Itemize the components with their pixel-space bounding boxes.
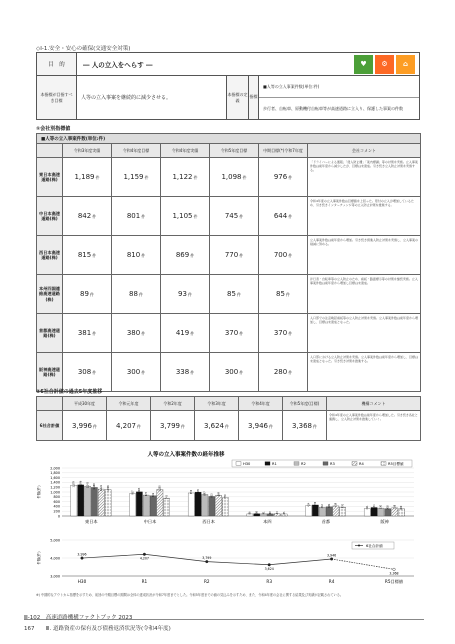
page-ref: Ⅲ-102 xyxy=(24,615,41,621)
legend-label: R3 xyxy=(330,461,335,466)
company-indicator-table xyxy=(36,133,421,392)
total-number: 3,799 xyxy=(159,421,181,430)
unit-label: 件 xyxy=(141,214,146,219)
unit-label: 件 xyxy=(239,214,244,219)
unit-label: 件 xyxy=(288,331,293,336)
point-data-label: 3,368 xyxy=(389,571,399,576)
legend-swatch xyxy=(265,462,270,466)
indicator-value xyxy=(161,236,210,275)
value-number: 370 xyxy=(224,329,239,337)
goal-label: 目 的 xyxy=(37,53,77,75)
target-label: 本指標が目指すべき目標 xyxy=(37,76,77,119)
y-tick-label: 1,800 xyxy=(50,471,60,476)
bar-data-label: 338 xyxy=(393,504,397,509)
value-number: 815 xyxy=(77,251,92,259)
unit-label: 件 xyxy=(89,292,94,297)
value-number: 380 xyxy=(126,329,141,337)
unit-label: 件 xyxy=(239,253,244,258)
company-comment: 令和4年度の立入事案件数は目標値を上回った。原付の立入が増加しているため、引き続きインターチェンジ等の立入防止対策を推進する。 xyxy=(308,197,421,236)
y-tick-label: 1,200 xyxy=(50,485,60,490)
bar-data-label: 424 xyxy=(307,502,311,507)
indicator-value xyxy=(112,197,161,236)
point-data-label: 3,996 xyxy=(77,552,87,557)
value-number: 842 xyxy=(77,212,92,220)
legend-label: R5目標値 xyxy=(388,461,404,466)
total-value xyxy=(63,411,107,441)
bar-data-label: 98 xyxy=(255,511,259,515)
indicator-value xyxy=(63,353,112,392)
bar-data-label: 381 xyxy=(327,503,331,508)
value-number: 300 xyxy=(126,368,141,376)
y-tick-label: 600 xyxy=(53,499,60,504)
sdg-cities-icon: ⌂ xyxy=(396,55,415,74)
x-tick-label: R2 xyxy=(204,579,210,584)
indicator-value xyxy=(63,236,112,275)
bar xyxy=(216,495,222,516)
bar-data-label: 959 xyxy=(190,489,194,495)
indicator-value xyxy=(259,314,308,353)
bar-data-label: 459 xyxy=(314,501,318,507)
unit-label: 件 xyxy=(313,423,318,429)
table1-header: 令和3年度実績 xyxy=(63,144,112,158)
indicator-value xyxy=(112,353,161,392)
y-axis-label: 件数(件) xyxy=(37,485,41,499)
bar-data-label: 1,005 xyxy=(138,487,142,495)
bar-data-label: 1,189 xyxy=(93,483,97,490)
definition-line-2: 歩行者、自転車、原動機付自転車等が高速道路に立入り、保護した事案の件数 xyxy=(263,105,403,111)
y-tick-label: 1,600 xyxy=(50,475,60,480)
x-tick-label: R1 xyxy=(141,579,148,584)
indicator-value xyxy=(112,314,161,353)
footer-row-1 xyxy=(24,613,424,621)
x-tick-label: 中日本 xyxy=(143,519,157,524)
legend-label: 6社合計値 xyxy=(366,544,383,548)
bar-data-label: 1,122 xyxy=(100,484,104,492)
bar xyxy=(105,490,111,516)
company-name: 中日本高速道路(株) xyxy=(37,197,63,236)
value-number: 745 xyxy=(224,212,239,220)
bar-data-label: 897 xyxy=(203,491,207,496)
unit-label: 件 xyxy=(269,423,274,429)
table-row xyxy=(37,158,421,197)
bar xyxy=(91,487,97,516)
bar xyxy=(202,494,208,516)
indicator-value xyxy=(210,353,259,392)
value-number: 770 xyxy=(224,251,239,259)
footer-row-2 xyxy=(24,624,424,632)
indicator-value xyxy=(161,314,210,353)
legend-label: H30 xyxy=(243,461,251,466)
y-tick-label: 4,000 xyxy=(50,556,60,561)
bar-data-label: 89 xyxy=(269,511,273,515)
unit-label: 件 xyxy=(236,292,241,297)
series-point xyxy=(330,558,333,561)
value-number: 976 xyxy=(273,173,288,181)
target-text: 人等の立入事案を継続的に減少させる。 xyxy=(77,76,227,119)
indicator-value xyxy=(259,353,308,392)
unit-label: 件 xyxy=(92,331,97,336)
value-number: 300 xyxy=(224,368,239,376)
bar xyxy=(209,496,215,516)
table2-header: 令和2年度 xyxy=(151,397,195,411)
definition-label: 本指標の定義 xyxy=(227,76,249,119)
sdg-industry-icon: ⚙ xyxy=(375,55,394,74)
table-row xyxy=(37,197,421,236)
bar-data-label: 330 xyxy=(379,504,383,510)
series-point xyxy=(81,557,84,560)
y-axis-label: 件数(件) xyxy=(37,551,41,565)
company-comment: 歩行者・自転車等の立入防止のため、看板・路面標示等の対策を継続実施。立入事案件数は前年度から増加し目標は未達成。 xyxy=(308,275,421,314)
bar-data-label: 91 xyxy=(262,511,266,515)
table2-corner xyxy=(37,397,63,411)
table-row xyxy=(37,275,421,314)
legend-swatch xyxy=(236,462,241,466)
line-chart xyxy=(36,534,420,588)
unit-label: 件 xyxy=(190,331,195,336)
chart-legend xyxy=(352,542,394,549)
company-comment: 「ドライバーによる通報」「侵入防止柵」「案内標識」等の対策を実施。立入事案件数は前年度から減少したが、目標は未達成。引き続き立入防止対策を実施する。 xyxy=(308,158,421,197)
unit-label: 件 xyxy=(187,292,192,297)
table1-header: 令和4年度目標 xyxy=(112,144,161,158)
total-value xyxy=(283,411,327,441)
company-comment: 入口部での注意喚起看板等の立入防止対策を実施。立入事案件数は前年度から増加し、目標は未達成となった。 xyxy=(308,314,421,353)
indicator-value xyxy=(161,275,210,314)
company-name: 西日本高速道路(株) xyxy=(37,236,63,275)
value-number: 644 xyxy=(273,212,288,220)
company-name: 首都高速道路(株) xyxy=(37,314,63,353)
unit-label: 件 xyxy=(95,175,100,180)
bar-data-label: 300 xyxy=(400,505,404,510)
footer-title: 高速道路機構ファクトブック 2023 xyxy=(45,615,133,621)
bar-data-label: 937 xyxy=(131,490,135,495)
indicator-value xyxy=(112,236,161,275)
y-tick-label: 1,000 xyxy=(50,490,60,495)
indicator-value xyxy=(210,236,259,275)
table-row xyxy=(37,353,421,392)
bar-data-label: 86 xyxy=(248,511,252,515)
y-tick-label: 0 xyxy=(57,514,60,519)
y-tick-label: 800 xyxy=(53,495,60,500)
legend-swatch xyxy=(294,462,299,466)
value-number: 381 xyxy=(77,329,92,337)
table2-header: 平成30年度 xyxy=(63,397,107,411)
indicator-value xyxy=(63,158,112,197)
table1-header: 令和5年度目標 xyxy=(210,144,259,158)
unit-label: 件 xyxy=(138,292,143,297)
bar-chart xyxy=(36,450,420,528)
legend-label: R2 xyxy=(301,461,306,466)
series-point xyxy=(268,563,271,566)
bar-data-label: 842 xyxy=(151,492,155,497)
bar-data-label: 354 xyxy=(372,504,376,509)
bar xyxy=(157,489,163,516)
x-tick-label: R3 xyxy=(266,579,272,584)
series-point xyxy=(393,568,396,571)
point-data-label: 4,207 xyxy=(139,556,149,561)
target-line xyxy=(332,559,394,569)
company-name: 本州四国連絡高速道路(株) xyxy=(37,275,63,314)
section2-heading: ②6社合計値の過去5年度推移 xyxy=(36,389,103,395)
bar-data-label: 869 xyxy=(217,492,221,497)
total-number: 3,624 xyxy=(203,421,225,430)
unit-label: 件 xyxy=(288,175,293,180)
bar-data-label: 815 xyxy=(210,493,214,498)
indicator-value xyxy=(161,158,210,197)
bar-data-label: 995 xyxy=(196,489,200,494)
legend-label: R4 xyxy=(359,461,364,466)
value-number: 801 xyxy=(126,212,141,220)
bar xyxy=(143,495,149,516)
value-number: 370 xyxy=(273,329,288,337)
point-data-label: 3,624 xyxy=(264,566,274,571)
unit-label: 件 xyxy=(92,370,97,375)
bar xyxy=(129,494,135,516)
unit-label: 件 xyxy=(193,175,198,180)
indicator-value xyxy=(210,314,259,353)
bar xyxy=(150,496,156,516)
x-tick-label: 首都 xyxy=(321,519,331,524)
value-number: 419 xyxy=(175,329,190,337)
table-row xyxy=(37,236,421,275)
bar-data-label: 363 xyxy=(321,504,325,509)
bar-data-label: 873 xyxy=(145,491,149,497)
y-tick-label: 2,000 xyxy=(50,466,60,471)
bar xyxy=(98,489,104,516)
unit-label: 件 xyxy=(141,370,146,375)
definition-text xyxy=(259,76,419,119)
bar xyxy=(164,498,170,516)
company-name: 東日本高速道路(株) xyxy=(37,158,63,197)
indicator-value xyxy=(210,275,259,314)
y-tick-label: 400 xyxy=(53,504,60,509)
indicator-value xyxy=(259,158,308,197)
definition-line-1: ■人等の立入事案件数(単位:件) xyxy=(259,76,419,98)
indicator-value xyxy=(63,314,112,353)
unit-label: 件 xyxy=(92,214,97,219)
bar-data-label: 93 xyxy=(276,511,280,515)
bar xyxy=(71,485,77,516)
table2-header: 機構コメント xyxy=(327,397,421,411)
value-number: 869 xyxy=(175,251,190,259)
indicator-value xyxy=(259,275,308,314)
value-number: 338 xyxy=(175,368,190,376)
indicator-value xyxy=(161,197,210,236)
table2-header: 令和元年度 xyxy=(107,397,151,411)
x-tick-label: 西日本 xyxy=(202,519,215,524)
unit-label: 件 xyxy=(141,331,146,336)
y-tick-label: 5,000 xyxy=(50,538,60,543)
indicator-value xyxy=(63,275,112,314)
series-point xyxy=(143,553,146,556)
value-number: 93 xyxy=(178,290,187,298)
legend-label: R1 xyxy=(272,461,277,466)
unit-label: 件 xyxy=(193,214,198,219)
bar-data-label: 745 xyxy=(165,495,169,500)
unit-label: 件 xyxy=(288,253,293,258)
table1-header: 中期目標(*)令和7年度 xyxy=(259,144,308,158)
legend-marker xyxy=(358,545,360,547)
legend-swatch xyxy=(323,462,328,466)
section-label: ◇Ⅰ-1.安全・安心の確保(交通安全対策) xyxy=(36,46,131,52)
bar-data-label: 308 xyxy=(386,505,390,510)
unit-label: 件 xyxy=(181,423,186,429)
bar-data-label: 311 xyxy=(366,505,370,510)
bar-data-label: 419 xyxy=(334,502,338,508)
point-data-label: 3,799 xyxy=(202,556,212,561)
bar-data-label: 85 xyxy=(282,511,286,515)
table2-header: 令和5年度(目標) xyxy=(283,397,327,411)
goal-box xyxy=(36,52,420,76)
info-box xyxy=(36,76,420,120)
x-tick-label: 阪神 xyxy=(380,519,389,524)
total-value xyxy=(151,411,195,441)
unit-label: 件 xyxy=(141,253,146,258)
total-value xyxy=(239,411,283,441)
footnote: ※) 中期的なアウトカム指標を示すため、前回の中期目標の期間は全体の達成状況が令和7年度までとした。令和5年度までの値の見込みを示すため、また、令和4年度の会社に関する結果及び実績が記載されている。 xyxy=(36,593,344,597)
x-tick-label: R4 xyxy=(328,579,335,584)
section1-heading: ①会社別指標値 xyxy=(36,126,71,132)
bar-data-label: 1,105 xyxy=(158,485,162,492)
bar xyxy=(222,498,228,516)
table1-header: 令和4年度実績 xyxy=(161,144,210,158)
value-number: 85 xyxy=(276,290,285,298)
value-number: 1,159 xyxy=(123,173,144,181)
indicator-value xyxy=(112,275,161,314)
bar-data-label: 1,296 xyxy=(79,480,83,488)
company-name: 阪神高速道路(株) xyxy=(37,353,63,392)
unit-label: 件 xyxy=(137,423,142,429)
indicator-value xyxy=(210,197,259,236)
table1-header: 会社コメント xyxy=(308,144,421,158)
value-number: 89 xyxy=(80,290,89,298)
legend-swatch xyxy=(381,462,386,466)
value-number: 810 xyxy=(126,251,141,259)
legend-swatch xyxy=(352,462,357,466)
value-number: 1,098 xyxy=(221,173,242,181)
total-number: 3,996 xyxy=(71,421,93,430)
company-comment: 立入事案件数は前年度から増加。引き続き誤進入防止対策を実施し、立入事案の削減に努める。 xyxy=(308,236,421,275)
series-point xyxy=(206,560,209,563)
indicator-value xyxy=(259,236,308,275)
total-row-label: 6社合計値 xyxy=(37,411,63,441)
total-number: 4,207 xyxy=(115,421,137,430)
table2-header: 令和4年度 xyxy=(239,397,283,411)
x-tick-label: 東日本 xyxy=(85,519,98,524)
point-data-label: 3,946 xyxy=(327,553,337,558)
bar-data-label: 1,279 xyxy=(72,481,76,488)
unit-label: 件 xyxy=(285,292,290,297)
bar xyxy=(136,492,142,516)
unit-label: 件 xyxy=(288,214,293,219)
bar xyxy=(195,492,201,516)
total-value xyxy=(107,411,151,441)
value-number: 700 xyxy=(273,251,288,259)
value-number: 1,105 xyxy=(172,212,193,220)
indicator-value xyxy=(259,197,308,236)
total-value xyxy=(195,411,239,441)
chart-legend xyxy=(232,460,412,467)
footer-subtitle: Ⅲ. 道路資産の保有及び債務返済状況等(令和4年度) xyxy=(45,626,171,632)
bar xyxy=(188,493,194,516)
page-number: 167 xyxy=(24,626,35,632)
total-comment: 令和4年度の立入事案件数は前年度から増加した。引き続き各社と連携し、立入防止対策を推進していく。 xyxy=(327,411,421,441)
value-number: 88 xyxy=(129,290,138,298)
indicator-label: 指標 xyxy=(249,76,259,119)
value-number: 280 xyxy=(273,368,288,376)
x-tick-label: 本四 xyxy=(263,519,272,524)
value-number: 1,122 xyxy=(172,173,193,181)
value-number: 308 xyxy=(77,368,92,376)
bar-data-label: 1,098 xyxy=(106,485,110,492)
y-tick-label: 1,400 xyxy=(50,480,60,485)
chart-title: 人等の立入事案件数の経年推移 xyxy=(147,452,225,458)
unit-label: 件 xyxy=(239,370,244,375)
unit-label: 件 xyxy=(93,423,98,429)
unit-label: 件 xyxy=(225,423,230,429)
y-tick-label: 3,000 xyxy=(50,574,60,579)
value-number: 1,189 xyxy=(74,173,95,181)
sdg-icons xyxy=(354,53,419,75)
total-table xyxy=(36,396,421,441)
indicator-value xyxy=(112,158,161,197)
unit-label: 件 xyxy=(242,175,247,180)
table2-header: 令和3年度 xyxy=(195,397,239,411)
unit-label: 件 xyxy=(190,370,195,375)
bar xyxy=(78,485,84,516)
unit-label: 件 xyxy=(288,370,293,375)
total-number: 3,368 xyxy=(291,421,313,430)
x-tick-label: H30 xyxy=(77,579,87,584)
unit-label: 件 xyxy=(190,253,195,258)
bar-data-label: 370 xyxy=(341,504,345,509)
y-tick-label: 200 xyxy=(53,509,60,514)
table1-title: ■人等の立入事案件数(単位:件) xyxy=(37,134,421,144)
indicator-value xyxy=(161,353,210,392)
sdg-health-icon: ♥ xyxy=(354,55,373,74)
bar-data-label: 770 xyxy=(224,494,228,499)
bar xyxy=(84,486,90,516)
goal-text: ― 人の立入をへらす ― xyxy=(83,60,153,69)
unit-label: 件 xyxy=(239,331,244,336)
company-comment: 入口部における立入防止対策を実施。立入事案件数は前年度から増加し、目標は未達成となった。引き続き対策を推進する。 xyxy=(308,353,421,392)
x-tick-label: R5目標値 xyxy=(384,579,404,584)
bar-data-label: 1,245 xyxy=(86,481,90,489)
table1-corner xyxy=(37,144,63,158)
value-number: 85 xyxy=(227,290,236,298)
indicator-value xyxy=(210,158,259,197)
table-row xyxy=(37,314,421,353)
unit-label: 件 xyxy=(144,175,149,180)
total-number: 3,946 xyxy=(247,421,269,430)
indicator-value xyxy=(63,197,112,236)
unit-label: 件 xyxy=(92,253,97,258)
